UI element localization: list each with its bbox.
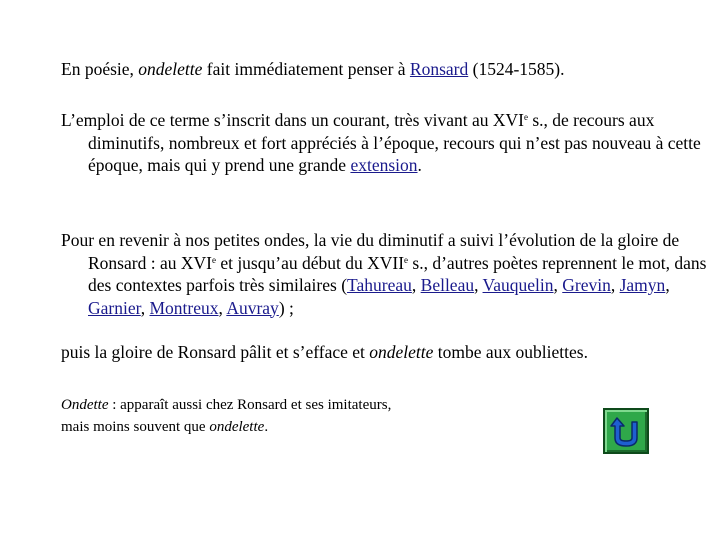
footnote [61,394,391,438]
text: . [417,155,422,175]
text: fait immédiatement penser à [202,59,410,79]
text: et jusqu’au début du XVII [215,252,405,273]
text: (1524-1585). [468,59,565,79]
separator: , [553,275,563,295]
text: En poésie, [61,59,139,79]
superscript: e [404,254,409,265]
link-montreux[interactable]: Montreux [149,297,219,318]
text: mais moins souvent que [61,419,210,435]
paragraph-evolution [61,229,708,319]
link-jamyn[interactable]: Jamyn [619,275,666,295]
paragraph-conclusion [61,341,588,364]
link-grevin[interactable]: Grevin [562,275,611,295]
text: : apparaît aussi chez Ronsard et ses imitateurs, [108,397,392,413]
paragraph-diminutifs [61,109,708,177]
link-garnier[interactable]: Garnier [88,297,141,318]
text: ) ; [278,297,294,318]
separator: , [610,275,620,295]
return-arrow-icon [605,410,647,452]
link-extension[interactable]: extension [350,155,418,175]
link-auvray[interactable]: Auvray [226,297,279,318]
footnote-line-1 [61,394,391,416]
text: s., d’autres poètes reprennent le mot, dans des contextes parfois très similaires ( [88,252,707,295]
return-button[interactable] [603,408,649,454]
separator: , [665,275,670,295]
separator: , [474,275,483,295]
text: . [264,419,269,435]
separator: , [140,297,150,318]
link-tahureau[interactable]: Tahureau [347,275,412,295]
term-ondette: Ondette [61,397,109,413]
paragraph-intro [61,58,708,81]
term-ondelette: ondelette [138,59,203,79]
text: puis la gloire de Ronsard pâlit et s’efface et [61,342,370,362]
text: L’emploi de ce terme s’inscrit dans un courant, très vivant au XVI [61,110,524,130]
separator: , [411,275,421,295]
link-ronsard[interactable]: Ronsard [409,59,469,79]
separator: , [218,297,227,318]
link-vauquelin[interactable]: Vauquelin [482,275,554,295]
text: tombe aux oubliettes. [433,342,588,362]
link-belleau[interactable]: Belleau [420,275,475,295]
superscript: e [211,254,216,265]
term-ondelette: ondelette [209,419,265,435]
text: Pour en revenir à nos petites ondes, la vie du diminutif a suivi l’évolution de la gloire de Ronsard : au XVI [61,230,680,273]
footnote-line-2 [61,416,391,438]
term-ondelette: ondelette [369,342,434,362]
text: s., de recours aux diminutifs, nombreux et fort appréciés à l’époque, recours qui n’est pas nouveau à cette époque, mais qui y prend une grande [88,110,701,175]
superscript: e [523,112,528,122]
